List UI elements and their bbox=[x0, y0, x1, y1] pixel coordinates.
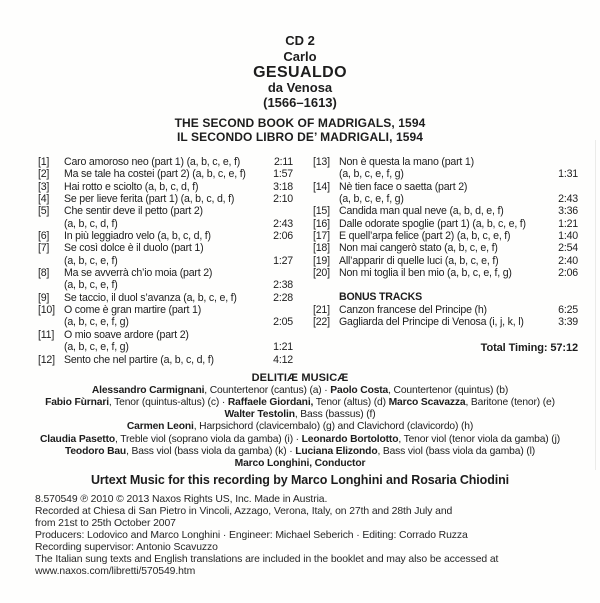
performer-line bbox=[0, 434, 600, 446]
track-row bbox=[38, 205, 293, 217]
track-number: [3] bbox=[38, 180, 50, 193]
track-row-continuation bbox=[313, 168, 578, 180]
track-row bbox=[313, 304, 578, 316]
scan-artifact bbox=[595, 140, 596, 470]
track-number: [9] bbox=[38, 291, 50, 304]
performer-role: , Bass viol (bass viola da gamba) (l) bbox=[377, 445, 536, 457]
track-number: [21] bbox=[313, 303, 330, 316]
track-number: [12] bbox=[38, 353, 55, 366]
libretti-url: www.naxos.com/libretti/570549.htm bbox=[35, 566, 196, 578]
track-number: [8] bbox=[38, 267, 50, 280]
track-row-continuation bbox=[38, 341, 293, 353]
bonus-tracks-heading-row bbox=[313, 291, 578, 303]
track-duration: 2:43 bbox=[273, 217, 293, 230]
track-number: [14] bbox=[313, 180, 330, 193]
track-duration: 1:21 bbox=[273, 341, 293, 354]
performer-role: , Countertenor (cantus) (a) · bbox=[204, 384, 331, 396]
track-title: O mio soave ardore (part 2) bbox=[64, 328, 189, 341]
track-number: [10] bbox=[38, 304, 55, 317]
track-number: [16] bbox=[313, 217, 330, 230]
track-row-continuation bbox=[38, 316, 293, 328]
composer-dates: (1566–1613) bbox=[263, 95, 337, 110]
track-title: Gagliarda del Principe di Venosa (i, j, k, l) bbox=[339, 316, 524, 329]
track-row-continuation bbox=[38, 255, 293, 267]
track-duration: 2:05 bbox=[273, 316, 293, 329]
performer-name: Raffaele Giordani, bbox=[227, 397, 314, 409]
track-row bbox=[38, 267, 293, 279]
track-number: [1] bbox=[38, 156, 50, 168]
track-duration: 1:40 bbox=[558, 230, 578, 243]
composer-last-name: GESUALDO bbox=[253, 64, 347, 81]
performer-name: Carmen Leoni bbox=[126, 421, 194, 433]
track-row bbox=[313, 242, 578, 254]
catalog-copyright-line: 8.570549 ℗ 2010 © 2013 Naxos Rights US, Inc. Made in Austria. bbox=[35, 494, 328, 506]
total-timing: Total Timing: 57:12 bbox=[480, 342, 578, 355]
track-duration: 6:25 bbox=[558, 303, 578, 316]
performer-name: Teodoro Bau bbox=[64, 445, 127, 457]
track-title: All’apparir di quelle luci (a, b, c, e, f) bbox=[339, 254, 499, 267]
track-duration: 2:40 bbox=[558, 254, 578, 267]
track-duration: 4:12 bbox=[273, 353, 293, 366]
track-number bbox=[38, 341, 64, 353]
performer-line bbox=[0, 385, 600, 397]
performer-role: , Tenor (quintus-altus) (c) · bbox=[108, 397, 228, 409]
track-number: [6] bbox=[38, 230, 50, 243]
track-duration: 3:36 bbox=[558, 205, 578, 218]
track-column-left bbox=[38, 156, 293, 366]
track-number: [2] bbox=[38, 168, 50, 181]
album-header bbox=[0, 0, 600, 144]
urtext-credit: Urtext Music for this recording by Marco Longhini and Rosaria Chiodini bbox=[90, 473, 510, 488]
track-duration: 2:10 bbox=[273, 193, 293, 206]
performer-name: Paolo Costa bbox=[330, 384, 389, 396]
track-duration: 1:31 bbox=[558, 168, 578, 181]
track-voicing: (a, b, c, e, f, g) bbox=[339, 193, 404, 206]
track-row bbox=[313, 218, 578, 230]
track-number: [11] bbox=[38, 328, 55, 341]
track-duration: 2:06 bbox=[273, 230, 293, 243]
track-number: [5] bbox=[38, 205, 50, 218]
performer-line bbox=[0, 397, 600, 409]
album-title-it: IL SECONDO LIBRO DE’ MADRIGALI, 1594 bbox=[176, 129, 424, 144]
track-row bbox=[313, 181, 578, 193]
track-title: Caro amoroso neo (part 1) (a, b, c, e, f) bbox=[64, 156, 241, 168]
track-duration: 2:06 bbox=[558, 267, 578, 280]
performer-role: , Tenor viol (tenor viola da gamba) (j) bbox=[398, 433, 560, 445]
track-row bbox=[313, 205, 578, 217]
track-row-continuation bbox=[38, 218, 293, 230]
performer-role: , Countertenor (quintus) (b) bbox=[388, 384, 509, 396]
track-voicing: (a, b, c, e, f, g) bbox=[339, 168, 404, 181]
track-duration: 1:21 bbox=[558, 217, 578, 230]
track-row bbox=[313, 156, 578, 168]
performer-line bbox=[0, 446, 600, 458]
track-duration: 2:38 bbox=[273, 279, 293, 292]
performer-name: Marco Longhini, Conductor bbox=[234, 458, 366, 470]
track-row bbox=[38, 181, 293, 193]
track-row bbox=[313, 230, 578, 242]
production-credits-line: Producers: Lodovico and Marco Longhini · Engineer: Michael Seberich · Editing: Corrado Ruzza bbox=[35, 530, 468, 542]
track-number: [17] bbox=[313, 230, 330, 243]
ensemble-name: DELITIÆ MUSICÆ bbox=[251, 371, 349, 384]
album-title-en: THE SECOND BOOK OF MADRIGALS, 1594 bbox=[174, 116, 426, 130]
track-voicing: (a, b, c, e, f, g) bbox=[64, 341, 129, 354]
track-number: [13] bbox=[313, 156, 330, 168]
track-title: Che sentir deve il petto (part 2) bbox=[64, 205, 203, 218]
performer-line bbox=[0, 421, 600, 433]
track-title: Non è questa la mano (part 1) bbox=[339, 156, 474, 168]
track-row bbox=[38, 304, 293, 316]
recording-dates-line: from 21st to 25th October 2007 bbox=[35, 518, 176, 530]
track-row bbox=[38, 354, 293, 366]
track-row bbox=[38, 230, 293, 242]
track-row bbox=[313, 255, 578, 267]
track-duration: 3:39 bbox=[558, 316, 578, 329]
track-number bbox=[313, 193, 339, 205]
track-title: E quell’arpa felice (part 2) (a, b, c, e, f) bbox=[339, 230, 511, 243]
track-row bbox=[38, 156, 293, 168]
performer-name: Luciana Elizondo bbox=[295, 445, 378, 457]
track-title: Hai rotto e sciolto (a, b, c, d, f) bbox=[64, 180, 199, 193]
track-title: O come è gran martire (part 1) bbox=[64, 304, 202, 317]
performer-name: Walter Testolin bbox=[224, 409, 295, 421]
track-title: Non mai cangerò stato (a, b, c, e, f) bbox=[339, 242, 498, 255]
performer-role: Tenor (altus) (d) bbox=[313, 397, 389, 409]
performer-role: , Baritone (tenor) (e) bbox=[465, 397, 555, 409]
track-title: Se così dolce è il duolo (part 1) bbox=[64, 242, 204, 255]
track-duration: 2:28 bbox=[273, 291, 293, 304]
track-number: [4] bbox=[38, 193, 50, 206]
track-number: [20] bbox=[313, 267, 330, 280]
performer-name: Leonardo Bortolotto bbox=[301, 433, 399, 445]
track-number bbox=[313, 291, 339, 303]
performer-line bbox=[0, 409, 600, 421]
track-title: Ma se avverrà ch’io moia (part 2) bbox=[64, 267, 213, 280]
track-title: Nè tien face o saetta (part 2) bbox=[339, 180, 468, 193]
spacer bbox=[313, 328, 578, 342]
track-number bbox=[38, 316, 64, 328]
track-number: [18] bbox=[313, 242, 330, 255]
recording-location-line: Recorded at Chiesa di San Pietro in Vincoli, Azzago, Verona, Italy, on 27th and 28th July and bbox=[35, 506, 453, 518]
ensemble-credits bbox=[0, 372, 600, 470]
track-title: In più leggiadro velo (a, b, c, d, f) bbox=[64, 230, 211, 243]
track-number bbox=[38, 218, 64, 230]
track-title: Dalle odorate spoglie (part 1) (a, b, c, e, f) bbox=[339, 217, 526, 230]
track-row-continuation bbox=[313, 193, 578, 205]
track-row bbox=[313, 267, 578, 279]
track-title: Se taccio, il duol s’avanza (a, b, c, e, f) bbox=[64, 291, 237, 304]
composer-epithet: da Venosa bbox=[267, 80, 333, 95]
track-number bbox=[313, 168, 339, 180]
spacer bbox=[313, 279, 578, 291]
disc-label: CD 2 bbox=[285, 33, 315, 48]
track-duration: 2:11 bbox=[273, 156, 293, 168]
track-list bbox=[0, 156, 600, 366]
track-title: Non mi toglia il ben mio (a, b, c, e, f, g) bbox=[339, 267, 512, 280]
track-duration: 1:57 bbox=[273, 168, 293, 181]
track-row-continuation bbox=[38, 279, 293, 291]
bonus-tracks-heading: BONUS TRACKS bbox=[339, 291, 422, 304]
track-voicing: (a, b, c, e, f, g) bbox=[64, 316, 129, 329]
track-column-right bbox=[313, 156, 578, 366]
track-row bbox=[38, 168, 293, 180]
track-number: [15] bbox=[313, 205, 330, 218]
track-row bbox=[313, 316, 578, 328]
track-number: [22] bbox=[313, 316, 330, 329]
performer-role: , Treble viol (soprano viola da gamba) (i) · bbox=[114, 433, 302, 445]
performer-role: , Harpsichord (clavicembalo) (g) and Clavichord (clavicordo) (h) bbox=[193, 421, 474, 433]
track-row bbox=[38, 329, 293, 341]
track-number: [7] bbox=[38, 242, 50, 255]
performer-role: , Bass viol (bass viola da gamba) (k) · bbox=[126, 445, 296, 457]
track-number bbox=[38, 279, 64, 291]
booklet-note-line: The Italian sung texts and English translations are included in the booklet and may also be accessed at bbox=[35, 554, 499, 566]
track-number: [19] bbox=[313, 254, 330, 267]
track-duration: 2:54 bbox=[558, 242, 578, 255]
conductor-line bbox=[0, 458, 600, 470]
track-voicing: (a, b, c, d, f) bbox=[64, 217, 118, 230]
credits-block bbox=[0, 494, 600, 578]
track-duration: 2:43 bbox=[558, 193, 578, 206]
track-voicing: (a, b, c, e, f) bbox=[64, 254, 118, 267]
track-row bbox=[38, 193, 293, 205]
track-row bbox=[38, 292, 293, 304]
performer-name: Marco Scavazza bbox=[388, 397, 466, 409]
track-duration: 1:27 bbox=[273, 254, 293, 267]
track-duration: 3:18 bbox=[273, 180, 293, 193]
track-number bbox=[38, 255, 64, 267]
track-title: Se per lieve ferita (part 1) (a, b, c, d, f) bbox=[64, 193, 235, 206]
track-title: Sento che nel partire (a, b, c, d, f) bbox=[64, 353, 214, 366]
performer-name: Alessandro Carmignani bbox=[91, 384, 205, 396]
recording-supervisor-line: Recording supervisor: Antonio Scavuzzo bbox=[35, 542, 218, 554]
track-title: Canzon francese del Principe (h) bbox=[339, 303, 487, 316]
performer-name: Claudia Pasetto bbox=[39, 433, 115, 445]
track-title: Ma se tale ha costei (part 2) (a, b, c, e, f) bbox=[64, 168, 246, 181]
track-title: Candida man qual neve (a, b, d, e, f) bbox=[339, 205, 504, 218]
track-row bbox=[38, 242, 293, 254]
composer-first-name: Carlo bbox=[283, 49, 317, 64]
track-voicing: (a, b, c, e, f) bbox=[64, 279, 118, 292]
performer-name: Fabio Fùrnari bbox=[45, 397, 109, 409]
performer-role: , Bass (bassus) (f) bbox=[294, 409, 376, 421]
